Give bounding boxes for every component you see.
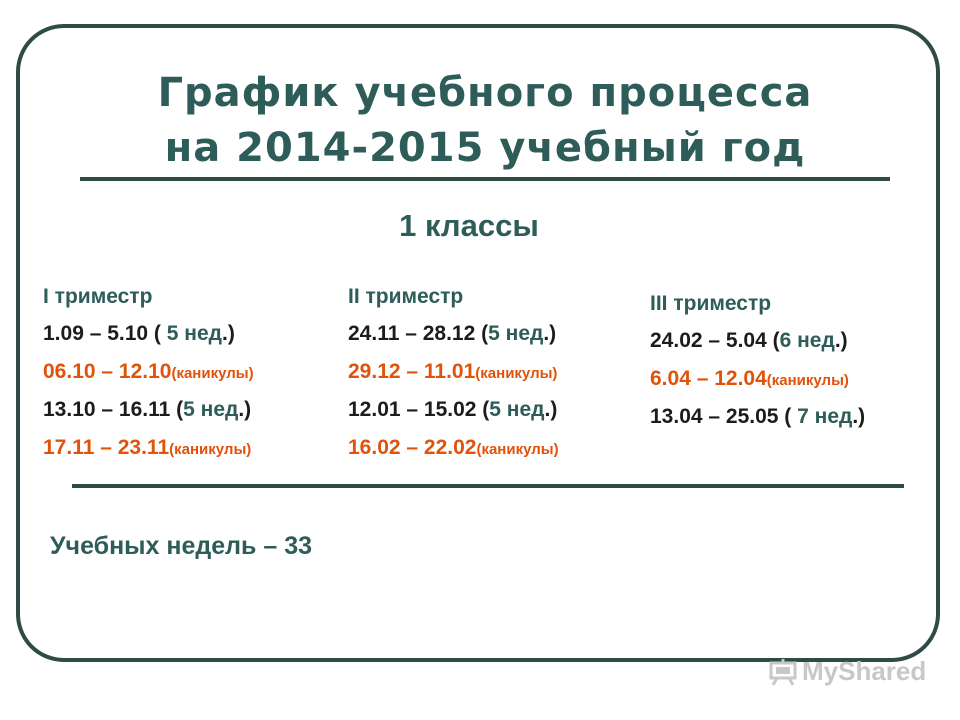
period-range: 12.01 – 15.02 ( — [348, 398, 490, 421]
class-label: 1 классы — [399, 208, 539, 243]
holiday-row — [43, 356, 254, 388]
trimester-1-column — [43, 282, 254, 464]
page-title-line-1: График учебного процесса — [157, 70, 813, 116]
holiday-row — [348, 356, 559, 388]
study-period-row — [348, 394, 559, 426]
period-range: 13.04 – 25.05 ( — [650, 405, 798, 428]
divider-bottom — [72, 484, 904, 488]
holiday-row — [43, 432, 254, 464]
weeks-count: 5 нед — [489, 398, 545, 421]
period-range: 24.11 – 28.12 ( — [348, 322, 489, 345]
holiday-range: 17.11 – 23.11 — [43, 436, 170, 459]
period-close: .) — [834, 329, 848, 352]
period-close: .) — [544, 398, 558, 421]
page-title-line-2: на 2014-2015 учебный год — [164, 125, 806, 171]
study-period-row — [650, 325, 865, 357]
weeks-count: 5 нед — [488, 322, 544, 345]
trimester-3-column — [650, 289, 865, 433]
holiday-row — [348, 432, 559, 464]
holiday-note: (каникулы) — [475, 365, 558, 382]
holiday-note: (каникулы) — [766, 372, 849, 389]
period-range: 24.02 – 5.04 ( — [650, 329, 780, 352]
period-close: .) — [543, 322, 557, 345]
study-period-row — [43, 318, 254, 350]
period-close: .) — [852, 405, 866, 428]
trimester-2-column — [348, 282, 559, 464]
holiday-row — [650, 363, 865, 395]
weeks-count: 5 нед — [183, 398, 239, 421]
holiday-range: 06.10 – 12.10 — [43, 360, 172, 383]
watermark-logo — [768, 656, 926, 687]
weeks-count: 6 нед — [779, 329, 835, 352]
trimester-1-title: I триместр — [43, 285, 153, 308]
presentation-board-icon — [768, 658, 798, 686]
holiday-note: (каникулы) — [169, 441, 252, 458]
total-weeks: Учебных недель – 33 — [50, 532, 313, 560]
holiday-range: 29.12 – 11.01 — [348, 360, 476, 383]
holiday-range: 6.04 – 12.04 — [650, 367, 767, 390]
divider-top — [80, 177, 890, 181]
period-close: .) — [221, 322, 235, 345]
period-close: .) — [238, 398, 252, 421]
study-period-row — [348, 318, 559, 350]
period-range: 13.10 – 16.11 ( — [43, 398, 184, 421]
period-range: 1.09 – 5.10 ( — [43, 322, 167, 345]
watermark-text: MyShared — [802, 656, 927, 686]
weeks-count: 5 нед — [166, 322, 222, 345]
holiday-note: (каникулы) — [171, 365, 254, 382]
study-period-row — [43, 394, 254, 426]
study-period-row — [650, 401, 865, 433]
holiday-note: (каникулы) — [476, 441, 559, 458]
holiday-range: 16.02 – 22.02 — [348, 436, 477, 459]
weeks-count: 7 нед — [797, 405, 853, 428]
trimester-3-title: III триместр — [650, 292, 772, 315]
trimester-2-title: II триместр — [348, 285, 464, 308]
